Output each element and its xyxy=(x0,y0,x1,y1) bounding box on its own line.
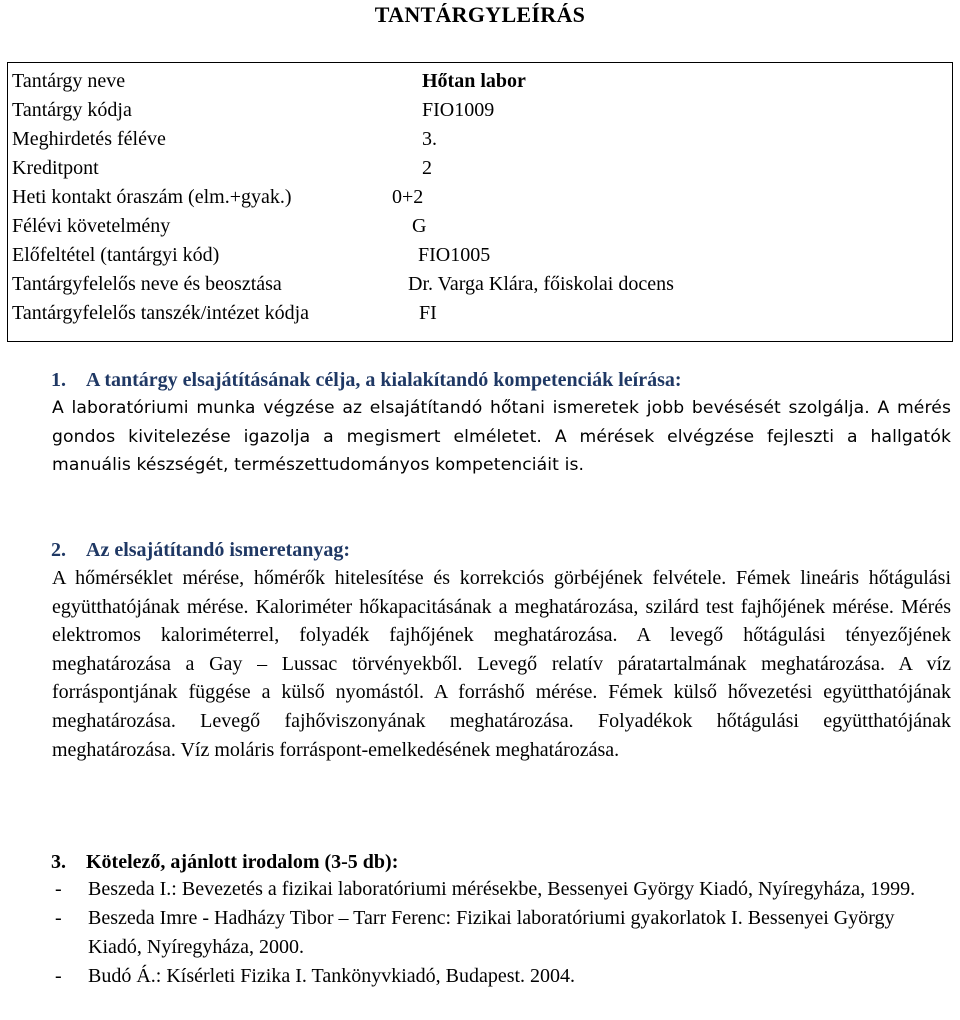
list-item xyxy=(52,875,951,904)
info-label: Tantárgyfelelős neve és beosztása xyxy=(12,273,282,295)
list-dash: - xyxy=(55,878,62,900)
section1-body: A laboratóriumi munka végzése az elsajátítandó hőtani ismeretek jobb bevésését szolgálja. A mérés gondos kivitelezése igazolja a megismert elméletet. A mérések elvégzése fejleszti a hallgatók manuális készségét, természettudományos kompetenciáit is. xyxy=(52,398,951,476)
section-number: 2. xyxy=(51,539,66,561)
info-label: Meghirdetés féléve xyxy=(12,128,166,150)
section2-body: A hőmérséklet mérése, hőmérők hitelesítése és korrekciós görbéjének felvétele. Fémek lineáris hőtágulási együtthatójának mérése. Kaloriméter hőkapacitásának a meghatározása, szilárd test fajhőjének mérése. Mérés elektromos kaloriméterrel, folyadék fajhőjének meghatározása. A levegő hőtágulási tényezőjének meghatározása a Gay – Lussac törvényekből. Levegő relatív páratartalmának meghatározása. A víz forráspontjának függése a külső nyomástól. A forráshő mérése. Fémek külső hővezetési együtthatójának meghatározása. Levegő fajhőviszonyának meghatározása. Folyadékok hőtágulási együtthatójának meghatározása. Víz moláris forráspont-emelkedésének meghatározása. xyxy=(52,567,951,761)
section-number: 1. xyxy=(51,369,66,391)
course-info-table xyxy=(7,62,953,342)
reference-text: Budó Á.: Kísérleti Fizika I. Tankönyvkiadó, Budapest. 2004. xyxy=(88,965,576,987)
info-value: G xyxy=(412,215,427,237)
info-value: Dr. Varga Klára, főiskolai docens xyxy=(408,273,674,295)
info-value: FI xyxy=(419,302,437,324)
info-label: Tantárgy neve xyxy=(12,70,126,92)
info-label: Heti kontakt óraszám (elm.+gyak.) xyxy=(12,186,292,208)
section-number: 3. xyxy=(51,851,66,873)
info-value: FIO1009 xyxy=(422,99,495,121)
info-label: Előfeltétel (tantárgyi kód) xyxy=(12,244,220,266)
reference-text: Beszeda Imre - Hadházy Tibor – Tarr Ferenc: Fizikai laboratóriumi gyakorlatok I. Bessenyei György Kiadó, Nyíregyháza, 2000. xyxy=(88,907,895,958)
reference-text: Beszeda I.: Bevezetés a fizikai laboratóriumi mérésekbe, Bessenyei György Kiadó, Nyíregyháza, 1999. xyxy=(88,878,916,900)
info-value: 0+2 xyxy=(392,186,424,208)
info-label: Félévi követelmény xyxy=(12,215,171,237)
document-title: TANTÁRGYLEÍRÁS xyxy=(374,2,586,27)
list-item xyxy=(52,962,951,991)
list-dash: - xyxy=(55,907,62,929)
info-value: 2 xyxy=(422,157,432,179)
info-label: Tantárgyfelelős tanszék/intézet kódja xyxy=(12,302,310,324)
section-title: Az elsajátítandó ismeretanyag: xyxy=(86,539,351,561)
list-dash: - xyxy=(55,965,62,987)
section-title: A tantárgy elsajátításának célja, a kialakítandó kompetenciák leírása: xyxy=(86,369,682,391)
list-item xyxy=(52,904,951,962)
info-label: Tantárgy kódja xyxy=(12,99,132,121)
reference-list xyxy=(52,875,951,991)
info-label: Kreditpont xyxy=(12,157,99,179)
info-value: FIO1005 xyxy=(418,244,491,266)
info-value: Hőtan labor xyxy=(422,70,526,92)
section-title: Kötelező, ajánlott irodalom (3-5 db): xyxy=(86,851,399,873)
info-value: 3. xyxy=(422,128,437,150)
